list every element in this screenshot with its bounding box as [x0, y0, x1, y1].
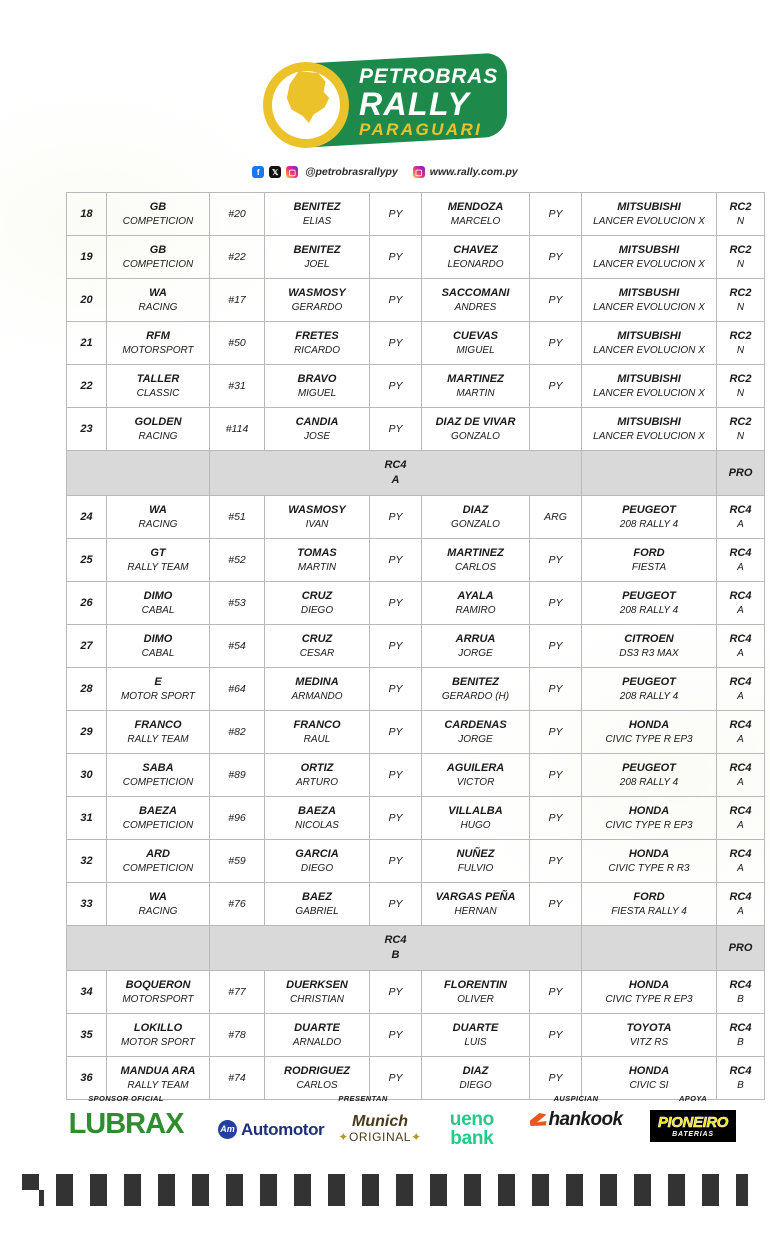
entry-team: GB COMPETICION [107, 193, 210, 236]
entry-driver-nationality: PY [370, 883, 422, 926]
entry-car-number: #59 [210, 840, 265, 883]
entry-driver: BENITEZ ELIAS [265, 193, 370, 236]
social-handle: @petrobrasrallypy [305, 166, 398, 178]
entry-driver: CRUZ CESAR [265, 625, 370, 668]
entry-codriver-nationality: PY [530, 754, 582, 797]
table-row [67, 797, 765, 840]
logo-line-rally: RALLY [359, 86, 471, 122]
table-row [67, 840, 765, 883]
entry-driver-nationality: PY [370, 193, 422, 236]
entry-position: 35 [67, 1014, 107, 1057]
entry-class: RC4 A [717, 840, 765, 883]
entry-position: 23 [67, 408, 107, 451]
entry-driver: BAEZA NICOLAS [265, 797, 370, 840]
entry-codriver: BENITEZ GERARDO (H) [422, 668, 530, 711]
separator-blank-right [582, 451, 717, 496]
separator-pro-label: PRO [717, 451, 765, 496]
sponsor-footer [0, 1092, 770, 1162]
entry-position: 22 [67, 365, 107, 408]
entry-car: PEUGEOT 208 RALLY 4 [582, 754, 717, 797]
entry-class: RC4 A [717, 625, 765, 668]
entry-driver-nationality: PY [370, 408, 422, 451]
ueno-bank-logo: ueno bank [449, 1109, 494, 1149]
entry-car-number: #31 [210, 365, 265, 408]
entry-team: WA RACING [107, 883, 210, 926]
automotor-logo [218, 1120, 324, 1139]
entry-codriver-nationality: PY [530, 1014, 582, 1057]
entry-codriver-nationality: PY [530, 1057, 582, 1100]
entry-car-number: #22 [210, 236, 265, 279]
entry-position: 25 [67, 539, 107, 582]
separator-class-label: RC4 A [210, 451, 582, 496]
entry-driver: FRETES RICARDO [265, 322, 370, 365]
entry-codriver-nationality: PY [530, 582, 582, 625]
entry-driver: WASMOSY GERARDO [265, 279, 370, 322]
entry-codriver: DIAZ DIEGO [422, 1057, 530, 1100]
entry-team: WA RACING [107, 496, 210, 539]
entry-driver-nationality: PY [370, 668, 422, 711]
facebook-icon[interactable]: f [252, 166, 264, 178]
entry-car: PEUGEOT 208 RALLY 4 [582, 496, 717, 539]
social-media-bar [252, 166, 517, 178]
event-header [0, 0, 770, 178]
entry-car: HONDA CIVIC TYPE R R3 [582, 840, 717, 883]
entry-position: 18 [67, 193, 107, 236]
hankook-logo [506, 1110, 646, 1129]
entry-driver: TOMAS MARTIN [265, 539, 370, 582]
entry-driver-nationality: PY [370, 279, 422, 322]
entry-codriver-nationality: PY [530, 365, 582, 408]
hankook-swoosh-icon [530, 1113, 547, 1126]
logo-line-paraguari: PARAGUARI [359, 120, 483, 139]
checker-row-top [22, 1174, 748, 1190]
entry-position: 34 [67, 971, 107, 1014]
entry-driver: BRAVO MIGUEL [265, 365, 370, 408]
sponsor-presenting-label: PRESENTAN [338, 1094, 388, 1103]
entry-car: MITSBUSHI LANCER EVOLUCION X [582, 279, 717, 322]
table-row [67, 236, 765, 279]
entry-driver: RODRIGUEZ CARLOS [265, 1057, 370, 1100]
entry-driver-nationality: PY [370, 754, 422, 797]
entry-class: RC2 N [717, 193, 765, 236]
lubrax-logo: LUBRAX [68, 1108, 184, 1140]
entry-codriver: MARTINEZ CARLOS [422, 539, 530, 582]
separator-blank-left [67, 451, 210, 496]
pioneiro-sub: BATERIAS [672, 1131, 714, 1138]
entry-car: MITSUBISHI LANCER EVOLUCION X [582, 408, 717, 451]
entry-car: FORD FIESTA [582, 539, 717, 582]
entry-car-number: #54 [210, 625, 265, 668]
entry-position: 36 [67, 1057, 107, 1100]
entry-car-number: #50 [210, 322, 265, 365]
entry-class: RC2 N [717, 365, 765, 408]
entry-car-number: #64 [210, 668, 265, 711]
entry-car-number: #17 [210, 279, 265, 322]
entry-driver-nationality: PY [370, 1057, 422, 1100]
entry-class: RC4 A [717, 582, 765, 625]
table-row [67, 1014, 765, 1057]
entry-car-number: #74 [210, 1057, 265, 1100]
entry-driver-nationality: PY [370, 625, 422, 668]
entry-driver: ORTIZ ARTURO [265, 754, 370, 797]
sponsor-sponsoring-group [506, 1094, 646, 1129]
entry-position: 27 [67, 625, 107, 668]
munich-original-sub: ✦ORIGINAL✦ [338, 1130, 422, 1145]
entry-codriver: AYALA RAMIRO [422, 582, 530, 625]
entry-car: PEUGEOT 208 RALLY 4 [582, 582, 717, 625]
entry-driver-nationality: PY [370, 236, 422, 279]
entry-car: HONDA CIVIC TYPE R EP3 [582, 971, 717, 1014]
entry-team: SABA COMPETICION [107, 754, 210, 797]
table-row [67, 625, 765, 668]
entry-class: RC2 N [717, 279, 765, 322]
entry-car: FORD FIESTA RALLY 4 [582, 883, 717, 926]
entry-position: 19 [67, 236, 107, 279]
sponsor-presenting-group [218, 1094, 508, 1148]
entry-car-number: #76 [210, 883, 265, 926]
entry-codriver: MARTINEZ MARTIN [422, 365, 530, 408]
entry-car: CITROEN DS3 R3 MAX [582, 625, 717, 668]
entry-car: PEUGEOT 208 RALLY 4 [582, 668, 717, 711]
entry-team: BOQUERON MOTORSPORT [107, 971, 210, 1014]
presenting-logos-row [218, 1110, 508, 1148]
table-row [67, 279, 765, 322]
entry-codriver-nationality: PY [530, 539, 582, 582]
entry-driver: CANDIA JOSE [265, 408, 370, 451]
entry-codriver: AGUILERA VICTOR [422, 754, 530, 797]
entry-codriver: DUARTE LUIS [422, 1014, 530, 1057]
entry-driver-nationality: PY [370, 797, 422, 840]
sponsor-sponsoring-label: AUSPICIAN [553, 1094, 599, 1103]
entry-class: RC4 A [717, 496, 765, 539]
logo-line-petrobras: PETROBRAS [359, 65, 499, 88]
entry-car-number: #77 [210, 971, 265, 1014]
entry-driver-nationality: PY [370, 365, 422, 408]
entry-class: RC4 B [717, 1057, 765, 1100]
sponsor-official-group [36, 1094, 216, 1139]
checkered-flag-strip [22, 1174, 748, 1206]
entry-team: LOKILLO MOTOR SPORT [107, 1014, 210, 1057]
entry-driver: GARCIA DIEGO [265, 840, 370, 883]
munich-star-right-icon: ✦ [411, 1130, 422, 1145]
entry-codriver-nationality: PY [530, 971, 582, 1014]
class-separator-row [67, 926, 765, 971]
entry-class: RC2 N [717, 408, 765, 451]
instagram-icon[interactable]: ▢ [286, 166, 298, 178]
entry-car-number: #96 [210, 797, 265, 840]
entry-team: GB COMPETICION [107, 236, 210, 279]
petrobras-rally-paraguari-logo [263, 52, 507, 152]
entry-car: HONDA CIVIC SI [582, 1057, 717, 1100]
entry-car: TOYOTA VITZ RS [582, 1014, 717, 1057]
website-instagram-icon[interactable]: ▢ [413, 166, 425, 178]
entry-team: GOLDEN RACING [107, 408, 210, 451]
entry-list-body [67, 193, 765, 1100]
entry-codriver-nationality: PY [530, 668, 582, 711]
table-row [67, 883, 765, 926]
entry-codriver: DIAZ DE VIVAR GONZALO [422, 408, 530, 451]
entry-team: FRANCO RALLY TEAM [107, 711, 210, 754]
table-row [67, 754, 765, 797]
automotor-wordmark: Automotor [241, 1119, 325, 1139]
entry-codriver: CARDENAS JORGE [422, 711, 530, 754]
entry-driver: WASMOSY IVAN [265, 496, 370, 539]
entry-position: 30 [67, 754, 107, 797]
entry-driver: BENITEZ JOEL [265, 236, 370, 279]
entry-class: RC4 A [717, 668, 765, 711]
entry-car-number: #114 [210, 408, 265, 451]
entry-codriver-nationality: PY [530, 322, 582, 365]
entry-team: E MOTOR SPORT [107, 668, 210, 711]
entry-car: MITSUBISHI LANCER EVOLUCION X [582, 322, 717, 365]
entry-class: RC4 A [717, 711, 765, 754]
entry-position: 24 [67, 496, 107, 539]
entry-codriver-nationality: PY [530, 883, 582, 926]
table-row [67, 539, 765, 582]
entry-codriver-nationality: PY [530, 236, 582, 279]
munich-star-left-icon: ✦ [338, 1130, 349, 1145]
entry-team: RFM MOTORSPORT [107, 322, 210, 365]
entry-driver: MEDINA ARMANDO [265, 668, 370, 711]
entry-driver-nationality: PY [370, 840, 422, 883]
entry-list-table [66, 192, 765, 1100]
entry-codriver: CUEVAS MIGUEL [422, 322, 530, 365]
entry-codriver: ARRUA JORGE [422, 625, 530, 668]
sponsor-supporting-label: APOYA [678, 1094, 708, 1103]
entry-class: RC4 B [717, 971, 765, 1014]
entry-position: 31 [67, 797, 107, 840]
entry-car-number: #78 [210, 1014, 265, 1057]
entry-codriver-nationality: PY [530, 840, 582, 883]
entry-driver-nationality: PY [370, 582, 422, 625]
hankook-wordmark: hankook [548, 1109, 623, 1130]
entry-codriver-nationality: ARG [530, 496, 582, 539]
pioneiro-logo-row [638, 1110, 748, 1142]
entry-team: BAEZA COMPETICION [107, 797, 210, 840]
entry-team: TALLER CLASSIC [107, 365, 210, 408]
entry-team: DIMO CABAL [107, 582, 210, 625]
munich-wordmark: Munich [352, 1113, 409, 1131]
entry-codriver: DIAZ GONZALO [422, 496, 530, 539]
entry-driver-nationality: PY [370, 711, 422, 754]
entry-team: MANDUA ARA RALLY TEAM [107, 1057, 210, 1100]
entry-car: MITSUBISHI LANCER EVOLUCION X [582, 193, 717, 236]
x-twitter-icon[interactable]: 𝕏 [269, 166, 281, 178]
entry-codriver: VARGAS PEÑA HERNAN [422, 883, 530, 926]
entry-driver: DUARTE ARNALDO [265, 1014, 370, 1057]
entry-codriver: VILLALBA HUGO [422, 797, 530, 840]
entry-team: GT RALLY TEAM [107, 539, 210, 582]
entry-list-table-wrapper [66, 192, 753, 1100]
table-row [67, 408, 765, 451]
entry-team: DIMO CABAL [107, 625, 210, 668]
table-row [67, 971, 765, 1014]
entry-driver-nationality: PY [370, 539, 422, 582]
entry-car-number: #20 [210, 193, 265, 236]
table-row [67, 496, 765, 539]
entry-car: MITSUBSHI LANCER EVOLUCION X [582, 236, 717, 279]
entry-driver-nationality: PY [370, 1014, 422, 1057]
entry-class: RC4 A [717, 883, 765, 926]
entry-driver: BAEZ GABRIEL [265, 883, 370, 926]
entry-position: 26 [67, 582, 107, 625]
entry-codriver: NUÑEZ FULVIO [422, 840, 530, 883]
entry-position: 28 [67, 668, 107, 711]
entry-class: RC2 N [717, 236, 765, 279]
entry-car-number: #51 [210, 496, 265, 539]
entry-position: 33 [67, 883, 107, 926]
pioneiro-wordmark: PIONEIRO [657, 1114, 729, 1131]
table-row [67, 711, 765, 754]
logo-wordmark [359, 66, 498, 138]
entry-class: RC4 A [717, 539, 765, 582]
automotor-badge-icon: Am [218, 1120, 237, 1139]
entry-car: HONDA CIVIC TYPE R EP3 [582, 797, 717, 840]
website-url: www.rally.com.py [429, 166, 518, 178]
entry-codriver-nationality [530, 408, 582, 451]
entry-driver: CRUZ DIEGO [265, 582, 370, 625]
entry-driver: DUERKSEN CHRISTIAN [265, 971, 370, 1014]
entry-position: 29 [67, 711, 107, 754]
entry-driver-nationality: PY [370, 496, 422, 539]
entry-codriver: CHAVEZ LEONARDO [422, 236, 530, 279]
entry-codriver-nationality: PY [530, 279, 582, 322]
entry-codriver-nationality: PY [530, 797, 582, 840]
entry-car-number: #53 [210, 582, 265, 625]
entry-car: HONDA CIVIC TYPE R EP3 [582, 711, 717, 754]
entry-codriver-nationality: PY [530, 711, 582, 754]
sponsor-official-label: SPONSOR OFICIAL [88, 1094, 164, 1103]
entry-class: RC4 A [717, 754, 765, 797]
munich-original-logo [338, 1114, 421, 1143]
entry-driver-nationality: PY [370, 322, 422, 365]
separator-blank-left [67, 926, 210, 971]
entry-class: RC4 A [717, 797, 765, 840]
entry-codriver: SACCOMANI ANDRES [422, 279, 530, 322]
class-separator-row [67, 451, 765, 496]
table-row [67, 193, 765, 236]
table-row [67, 582, 765, 625]
entry-class: RC4 B [717, 1014, 765, 1057]
separator-class-label: RC4 B [210, 926, 582, 971]
entry-codriver-nationality: PY [530, 625, 582, 668]
separator-blank-right [582, 926, 717, 971]
entry-codriver: FLORENTIN OLIVER [422, 971, 530, 1014]
entry-car-number: #89 [210, 754, 265, 797]
entry-team: ARD COMPETICION [107, 840, 210, 883]
checker-row-bottom [39, 1190, 748, 1206]
entry-codriver-nationality: PY [530, 193, 582, 236]
table-row [67, 322, 765, 365]
entry-class: RC2 N [717, 322, 765, 365]
table-row [67, 365, 765, 408]
sponsor-supporting-group [638, 1094, 748, 1142]
entry-position: 21 [67, 322, 107, 365]
table-row [67, 668, 765, 711]
entry-driver-nationality: PY [370, 971, 422, 1014]
entry-codriver: MENDOZA MARCELO [422, 193, 530, 236]
separator-pro-label: PRO [717, 926, 765, 971]
entry-position: 32 [67, 840, 107, 883]
pioneiro-logo [650, 1110, 736, 1142]
entry-car-number: #82 [210, 711, 265, 754]
entry-car: MITSUBISHI LANCER EVOLUCION X [582, 365, 717, 408]
entry-car-number: #52 [210, 539, 265, 582]
entry-team: WA RACING [107, 279, 210, 322]
entry-driver: FRANCO RAUL [265, 711, 370, 754]
entry-position: 20 [67, 279, 107, 322]
